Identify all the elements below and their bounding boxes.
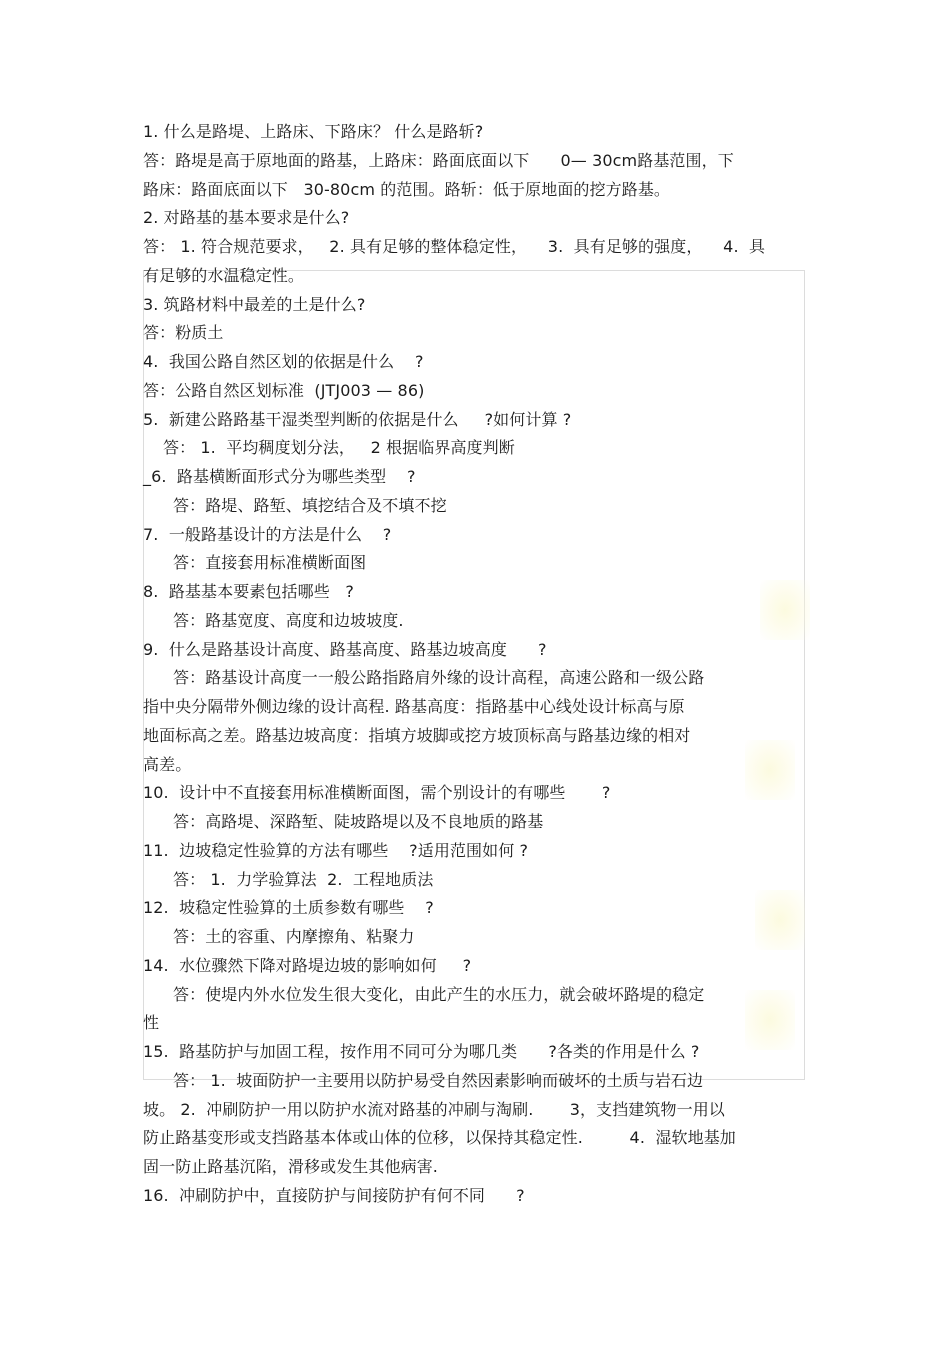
text-line: 答：粉质土: [143, 323, 224, 342]
text-line: 答：路堤是高于原地面的路基，上路床：路面底面以下 0— 30cm路基范围，下: [143, 151, 734, 170]
text-line: 性: [143, 1013, 160, 1032]
paper-smudge: [755, 890, 805, 950]
text-line: 答：直接套用标准横断面图: [173, 553, 367, 572]
text-line: 4. 我国公路自然区划的依据是什么 ?: [143, 352, 424, 371]
text-line: 答：土的容重、内摩擦角、粘聚力: [173, 927, 415, 946]
text-line: 10. 设计中不直接套用标准横断面图，需个别设计的有哪些 ?: [143, 783, 611, 802]
text-line: 8. 路基基本要素包括哪些 ?: [143, 582, 354, 601]
text-line: 坡。 2. 冲刷防护一用以防护水流对路基的冲刷与淘刷. 3，支挡建筑物一用以: [143, 1100, 725, 1119]
text-line: 3. 筑路材料中最差的土是什么?: [143, 295, 366, 314]
text-line: 答： 1. 坡面防护一主要用以防护易受自然因素影响而破坏的土质与岩石边: [173, 1071, 704, 1090]
text-line: 高差。: [143, 755, 192, 774]
text-line: 固一防止路基沉陷，滑移或发生其他病害.: [143, 1157, 438, 1176]
text-line: 7. 一般路基设计的方法是什么 ?: [143, 525, 392, 544]
text-line: 答： 1. 力学验算法 2. 工程地质法: [173, 870, 434, 889]
text-line: 答：使堤内外水位发生很大变化，由此产生的水压力，就会破坏路堤的稳定: [173, 985, 705, 1004]
text-line: 12. 坡稳定性验算的土质参数有哪些 ?: [143, 898, 434, 917]
text-line: 答：路基宽度、高度和边坡坡度.: [173, 611, 404, 630]
paper-smudge: [745, 740, 795, 800]
text-line: 答： 1. 平均稠度划分法， 2 根据临界高度判断: [163, 438, 515, 457]
text-line: 指中央分隔带外侧边缘的设计高程. 路基高度：指路基中心线处设计标高与原: [143, 697, 685, 716]
text-line: 9. 什么是路基设计高度、路基高度、路基边坡高度 ?: [143, 640, 547, 659]
text-line: 15. 路基防护与加固工程，按作用不同可分为哪几类 ?各类的作用是什么 ?: [143, 1042, 700, 1061]
text-line: 答：公路自然区划标准 (JTJ003 — 86): [143, 381, 425, 400]
text-line: 16. 冲刷防护中，直接防护与间接防护有何不同 ?: [143, 1186, 525, 1205]
text-line: 1. 什么是路堤、上路床、下路床？ 什么是路斩?: [143, 122, 484, 141]
text-line: 地面标高之差。路基边坡高度：指填方坡脚或挖方坡顶标高与路基边缘的相对: [143, 726, 691, 745]
text-line: 14. 水位骤然下降对路堤边坡的影响如何 ?: [143, 956, 472, 975]
text-line: 路床：路面底面以下 30-80cm 的范围。路斩：低于原地面的挖方路基。: [143, 180, 671, 199]
text-line: 答：路堤、路堑、填挖结合及不填不挖: [173, 496, 447, 515]
text-line: 5. 新建公路路基干湿类型判断的依据是什么 ?如何计算 ?: [143, 410, 572, 429]
text-line: 11. 边坡稳定性验算的方法有哪些 ?适用范围如何 ?: [143, 841, 529, 860]
text-line: 2. 对路基的基本要求是什么?: [143, 208, 350, 227]
text-line: 答：高路堤、深路堑、陡坡路堤以及不良地质的路基: [173, 812, 544, 831]
text-line: 答： 1. 符合规范要求， 2. 具有足够的整体稳定性， 3. 具有足够的强度， 4. 具: [143, 237, 766, 256]
text-line: _6. 路基横断面形式分为哪些类型 ?: [143, 467, 416, 486]
paper-smudge: [745, 990, 795, 1050]
text-line: 答：路基设计高度一一般公路指路肩外缘的设计高程，高速公路和一级公路: [173, 668, 705, 687]
paper-smudge: [760, 580, 810, 640]
text-line: 有足够的水温稳定性。: [143, 266, 305, 285]
text-line: 防止路基变形或支挡路基本体或山体的位移，以保持其稳定性. 4. 湿软地基加: [143, 1128, 736, 1147]
